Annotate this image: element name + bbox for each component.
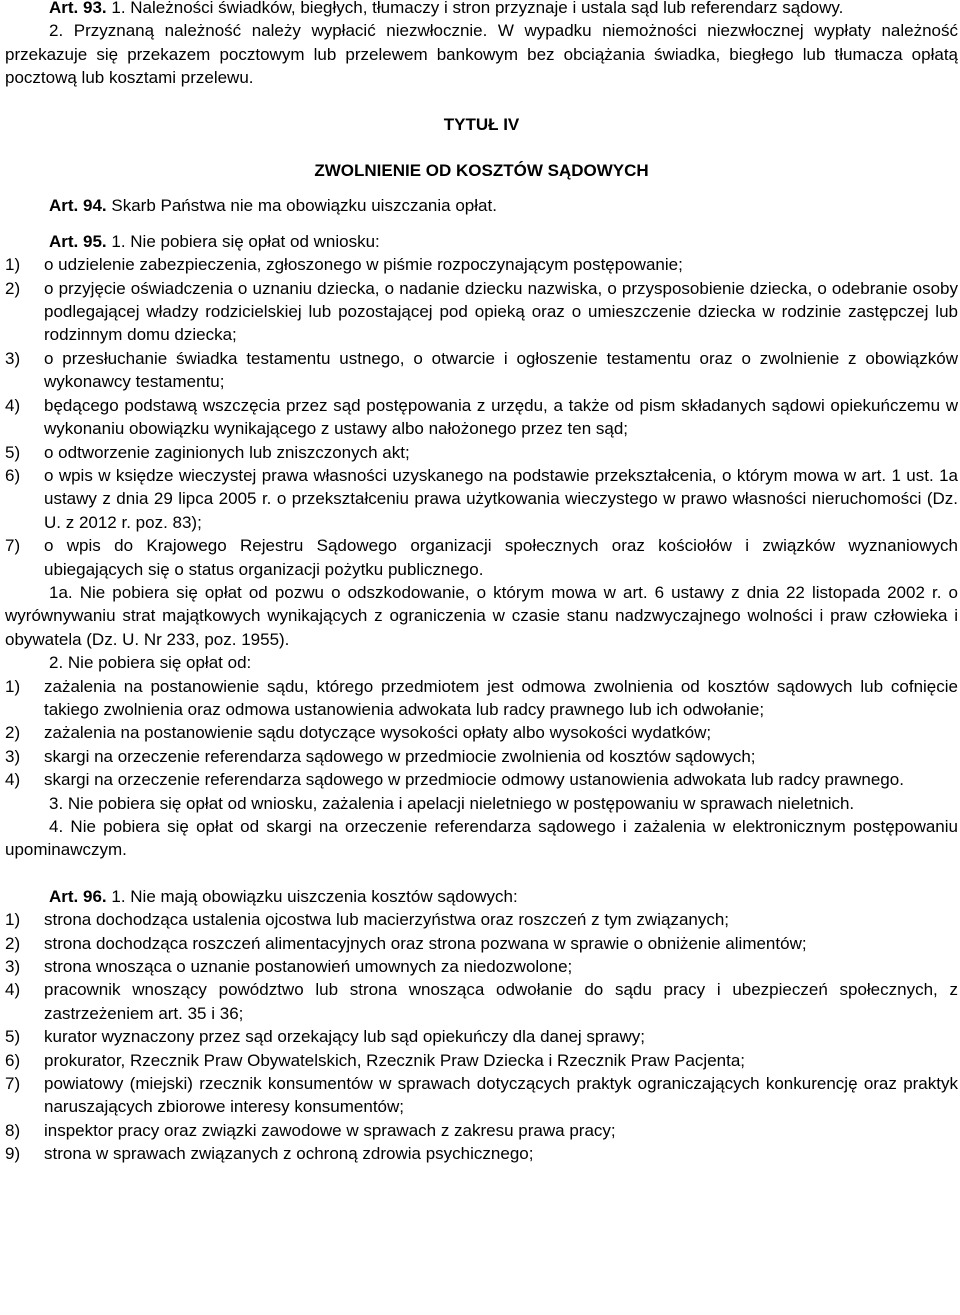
list-text: skargi na orzeczenie referendarza sądowego w przedmiocie odmowy ustanowienia adwokata lub radcy prawnego. [44, 770, 904, 790]
list-text: inspektor pracy oraz związki zawodowe w sprawach z zakresu prawa pracy; [44, 1120, 616, 1140]
paragraph-text: 1. Nie pobiera się opłat od wniosku: [111, 231, 380, 251]
list-number: 6) [5, 1050, 21, 1070]
list-number: 9) [5, 1144, 21, 1164]
list-number: 5) [5, 1027, 21, 1047]
list-item [5, 277, 958, 347]
list-item [5, 1025, 958, 1048]
list-number: 1) [5, 255, 21, 275]
list-item [5, 464, 958, 534]
list-item [5, 908, 958, 931]
art95-paragraph-2: 2. Nie pobiera się opłat od: [49, 653, 252, 673]
list-number: 4) [5, 395, 21, 415]
list-text: o wpis w księdze wieczystej prawa własności uzyskanego na podstawie przekształcenia, o którym mowa w art. 1 ust. 1a ustawy z dnia 29 lipca 2005 r. o przekształceniu prawa użytkowania wieczystego w prawo własności nieruchomości (Dz. U. z 2012 r. poz. 83); [44, 465, 958, 532]
list-item [5, 721, 958, 744]
list-number: 2) [5, 723, 21, 743]
section-title: TYTUŁ IV [443, 114, 520, 134]
list-text: o przyjęcie oświadczenia o uznaniu dziecka, o nadanie dziecku nazwiska, o przysposobienie dziecka, o odebranie osoby podlegającej władzy rodzicielskiej lub pozostającej pod opieką oraz o umieszczenie dziecka w rodzinie zastępczej lub rodzinnym domu dziecka; [44, 278, 958, 345]
art94-paragraph [5, 194, 958, 217]
list-text: prokurator, Rzecznik Praw Obywatelskich, Rzecznik Praw Dziecka i Rzecznik Praw Pacjenta; [44, 1050, 746, 1070]
list-number: 4) [5, 770, 21, 790]
document-page [5, 0, 958, 1166]
list-text: kurator wyznaczony przez sąd orzekający lub sąd opiekuńczy dla danej sprawy; [44, 1027, 645, 1047]
list-number: 7) [5, 536, 21, 556]
article-label: Art. 94. [49, 196, 107, 216]
art96-paragraph-1 [5, 885, 958, 908]
list-text: zażalenia na postanowienie sądu dotyczące wysokości opłaty albo wysokości wydatków; [44, 723, 712, 743]
art95-paragraph-1 [5, 230, 958, 253]
list-text: o odtworzenie zaginionych lub zniszczonych akt; [44, 442, 410, 462]
list-text: będącego podstawą wszczęcia przez sąd postępowania z urzędu, a także od pism składanych sądowi opiekuńczemu w wykonaniu obowiązku wynikającego z ustawy albo nałożonego przez ten sąd; [44, 395, 958, 439]
list-item [5, 534, 958, 581]
art95-p1-list [5, 253, 958, 581]
list-number: 1) [5, 910, 21, 930]
paragraph-text: 2. Przyznaną należność należy wypłacić niezwłocznie. W wypadku niemożności niezwłocznej wypłaty należność przekazuje się przekazem pocztowym lub przelewem bankowym bez obciążania świadka, biegłego lub tłumacza opłatą pocztową lub kosztami przelewu. [5, 21, 958, 88]
list-item [5, 675, 958, 722]
paragraph-text: 1. Należności świadków, biegłych, tłumaczy i stron przyznaje i ustala sąd lub referendarz sądowy. [111, 0, 844, 17]
list-item [5, 1119, 958, 1142]
list-item [5, 768, 958, 791]
list-text: o wpis do Krajowego Rejestru Sądowego organizacji społecznych oraz kościołów i związków wyznaniowych ubiegających się o status organizacji pożytku publicznego. [44, 536, 958, 579]
list-item [5, 978, 958, 1025]
art95-paragraph-1a: 1a. Nie pobiera się opłat od pozwu o odszkodowanie, o którym mowa w art. 6 ustawy z dnia 22 listopada 2002 r. o wyrównywaniu strat majątkowych wynikających z ograniczenia w czasie stanu nadzwyczajnego wolności i praw człowieka i obywatela (Dz. U. Nr 233, poz. 1955). [5, 582, 958, 649]
art93-paragraph-2 [5, 19, 958, 89]
list-number: 8) [5, 1120, 21, 1140]
list-number: 3) [5, 957, 21, 977]
list-text: strona dochodząca ustalenia ojcostwa lub macierzyństwa oraz roszczeń z tym związanych; [44, 910, 730, 930]
list-number: 7) [5, 1074, 21, 1094]
paragraph-text: Skarb Państwa nie ma obowiązku uiszczania opłat. [111, 196, 497, 216]
list-item [5, 1049, 958, 1072]
list-text: strona dochodząca roszczeń alimentacyjnych oraz strona pozwana w sprawie o obniżenie alimentów; [44, 933, 807, 953]
list-text: strona w sprawach związanych z ochroną zdrowia psychicznego; [44, 1144, 534, 1164]
art93-paragraph-1 [5, 0, 958, 19]
list-text: o przesłuchanie świadka testamentu ustnego, o otwarcie i ogłoszenie testamentu oraz o zwolnienie z obowiązków wykonawcy testamentu; [44, 348, 958, 392]
list-number: 3) [5, 348, 21, 368]
list-item [5, 347, 958, 394]
list-item [5, 253, 958, 276]
list-number: 1) [5, 676, 21, 696]
list-text: strona wnosząca o uznanie postanowień umownych za niedozwolone; [44, 957, 573, 977]
list-text: pracownik wnoszący powództwo lub strona wnosząca odwołanie do sądu pracy i ubezpieczeń społecznych, z zastrzeżeniem art. 35 i 36; [44, 980, 958, 1023]
list-text: o udzielenie zabezpieczenia, zgłoszonego w piśmie rozpoczynającym postępowanie; [44, 255, 683, 275]
list-number: 2) [5, 933, 21, 953]
list-number: 4) [5, 980, 21, 1000]
art95-paragraph-4: 4. Nie pobiera się opłat od skargi na orzeczenie referendarza sądowego i zażalenia w elektronicznym postępowaniu upominawczym. [5, 817, 958, 860]
list-number: 5) [5, 442, 21, 462]
list-number: 2) [5, 278, 21, 298]
article-label: Art. 96. [49, 886, 107, 906]
list-item [5, 932, 958, 955]
list-item [5, 1072, 958, 1119]
paragraph-text: 1. Nie mają obowiązku uiszczenia kosztów sądowych: [111, 886, 518, 906]
art96-p1-list [5, 908, 958, 1165]
list-text: powiatowy (miejski) rzecznik konsumentów w sprawach dotyczących praktyk ograniczających konkurencję oraz praktyk naruszających zbiorowe interesy konsumentów; [44, 1074, 958, 1117]
list-item [5, 441, 958, 464]
art95-paragraph-3: 3. Nie pobiera się opłat od wniosku, zażalenia i apelacji nieletniego w postępowaniu w sprawach nieletnich. [49, 793, 855, 813]
list-number: 3) [5, 746, 21, 766]
list-text: skargi na orzeczenie referendarza sądowego w przedmiocie zwolnienia od kosztów sądowych; [44, 746, 756, 766]
article-label: Art. 93. [49, 0, 107, 17]
list-text: zażalenia na postanowienie sądu, którego przedmiotem jest odmowa zwolnienia od kosztów sądowych lub cofnięcie takiego zwolnienia oraz odmowa ustanowienia adwokata lub radcy prawnego lub ich odwołanie; [44, 676, 958, 719]
art95-p2-list [5, 675, 958, 792]
list-item [5, 1142, 958, 1165]
list-number: 6) [5, 465, 21, 485]
section-subtitle: ZWOLNIENIE OD KOSZTÓW SĄDOWYCH [314, 161, 649, 181]
article-label: Art. 95. [49, 231, 107, 251]
list-item [5, 955, 958, 978]
list-item [5, 745, 958, 768]
list-item [5, 394, 958, 441]
